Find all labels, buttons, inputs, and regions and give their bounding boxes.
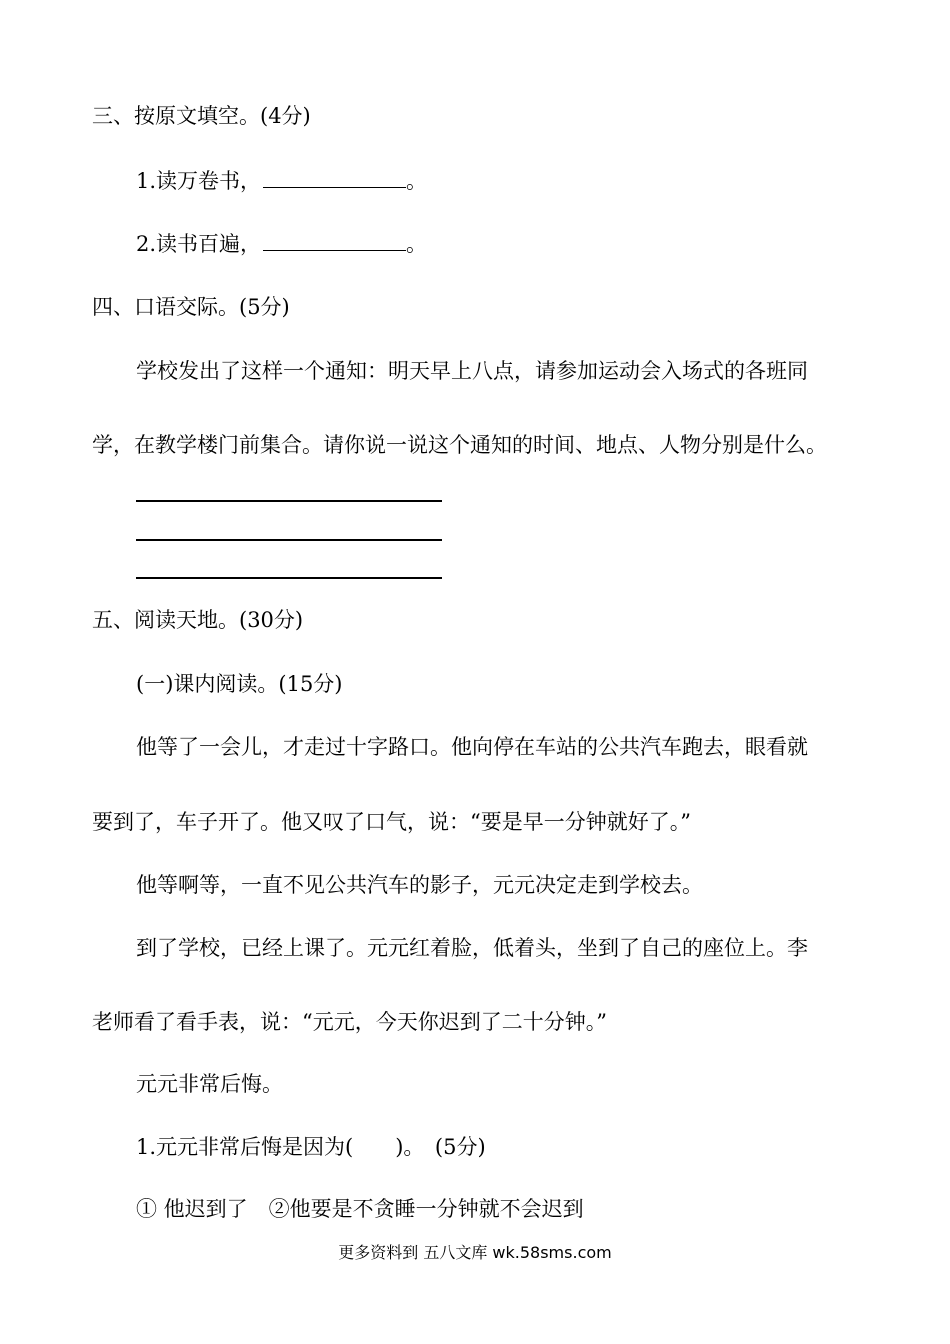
fill-blank-1[interactable] — [263, 167, 406, 188]
question-1-options: ① 他迟到了 ②他要是不贪睡一分钟就不会迟到 — [136, 1197, 584, 1221]
passage-paragraph-4: 元元非常后悔。 — [136, 1072, 283, 1096]
question-1: 1.元元非常后悔是因为( )。 (5分) — [136, 1135, 486, 1159]
section-4-paragraph-line-1: 学校发出了这样一个通知：明天早上八点，请参加运动会入场式的各班同 — [136, 359, 808, 383]
answer-line-3[interactable] — [136, 577, 442, 579]
fill-blank-2[interactable] — [263, 230, 406, 251]
fill-item-2-suffix: 。 — [406, 232, 428, 256]
passage-paragraph-2: 他等啊等，一直不见公共汽车的影子，元元决定走到学校去。 — [136, 873, 703, 897]
answer-line-1[interactable] — [136, 500, 442, 502]
fill-item-2 — [136, 229, 427, 259]
passage-paragraph-3-line-1: 到了学校，已经上课了。元元红着脸，低着头，坐到了自己的座位上。李 — [136, 936, 808, 960]
passage-paragraph-3-line-2: 老师看了看手表，说：“元元，今天你迟到了二十分钟。” — [92, 1010, 607, 1034]
fill-item-1-prefix: 1.读万卷书， — [136, 169, 262, 193]
section-3-heading: 三、按原文填空。(4分) — [92, 104, 311, 128]
section-4-paragraph-line-2: 学，在教学楼门前集合。请你说一说这个通知的时间、地点、人物分别是什么。 — [92, 433, 827, 457]
fill-item-1-suffix: 。 — [406, 169, 428, 193]
passage-paragraph-1-line-1: 他等了一会儿，才走过十字路口。他向停在车站的公共汽车跑去，眼看就 — [136, 735, 808, 759]
answer-line-2[interactable] — [136, 539, 442, 541]
section-5-heading: 五、阅读天地。(30分) — [92, 608, 304, 632]
section-4-heading: 四、口语交际。(5分) — [92, 295, 290, 319]
fill-item-1 — [136, 166, 427, 196]
section-5-sub-heading: (一)课内阅读。(15分) — [136, 672, 343, 696]
passage-paragraph-1-line-2: 要到了，车子开了。他又叹了口气，说：“要是早一分钟就好了。” — [92, 810, 691, 834]
footer-text: 更多资料到 五八文库 wk.58sms.com — [338, 1243, 612, 1262]
fill-item-2-prefix: 2.读书百遍， — [136, 232, 262, 256]
